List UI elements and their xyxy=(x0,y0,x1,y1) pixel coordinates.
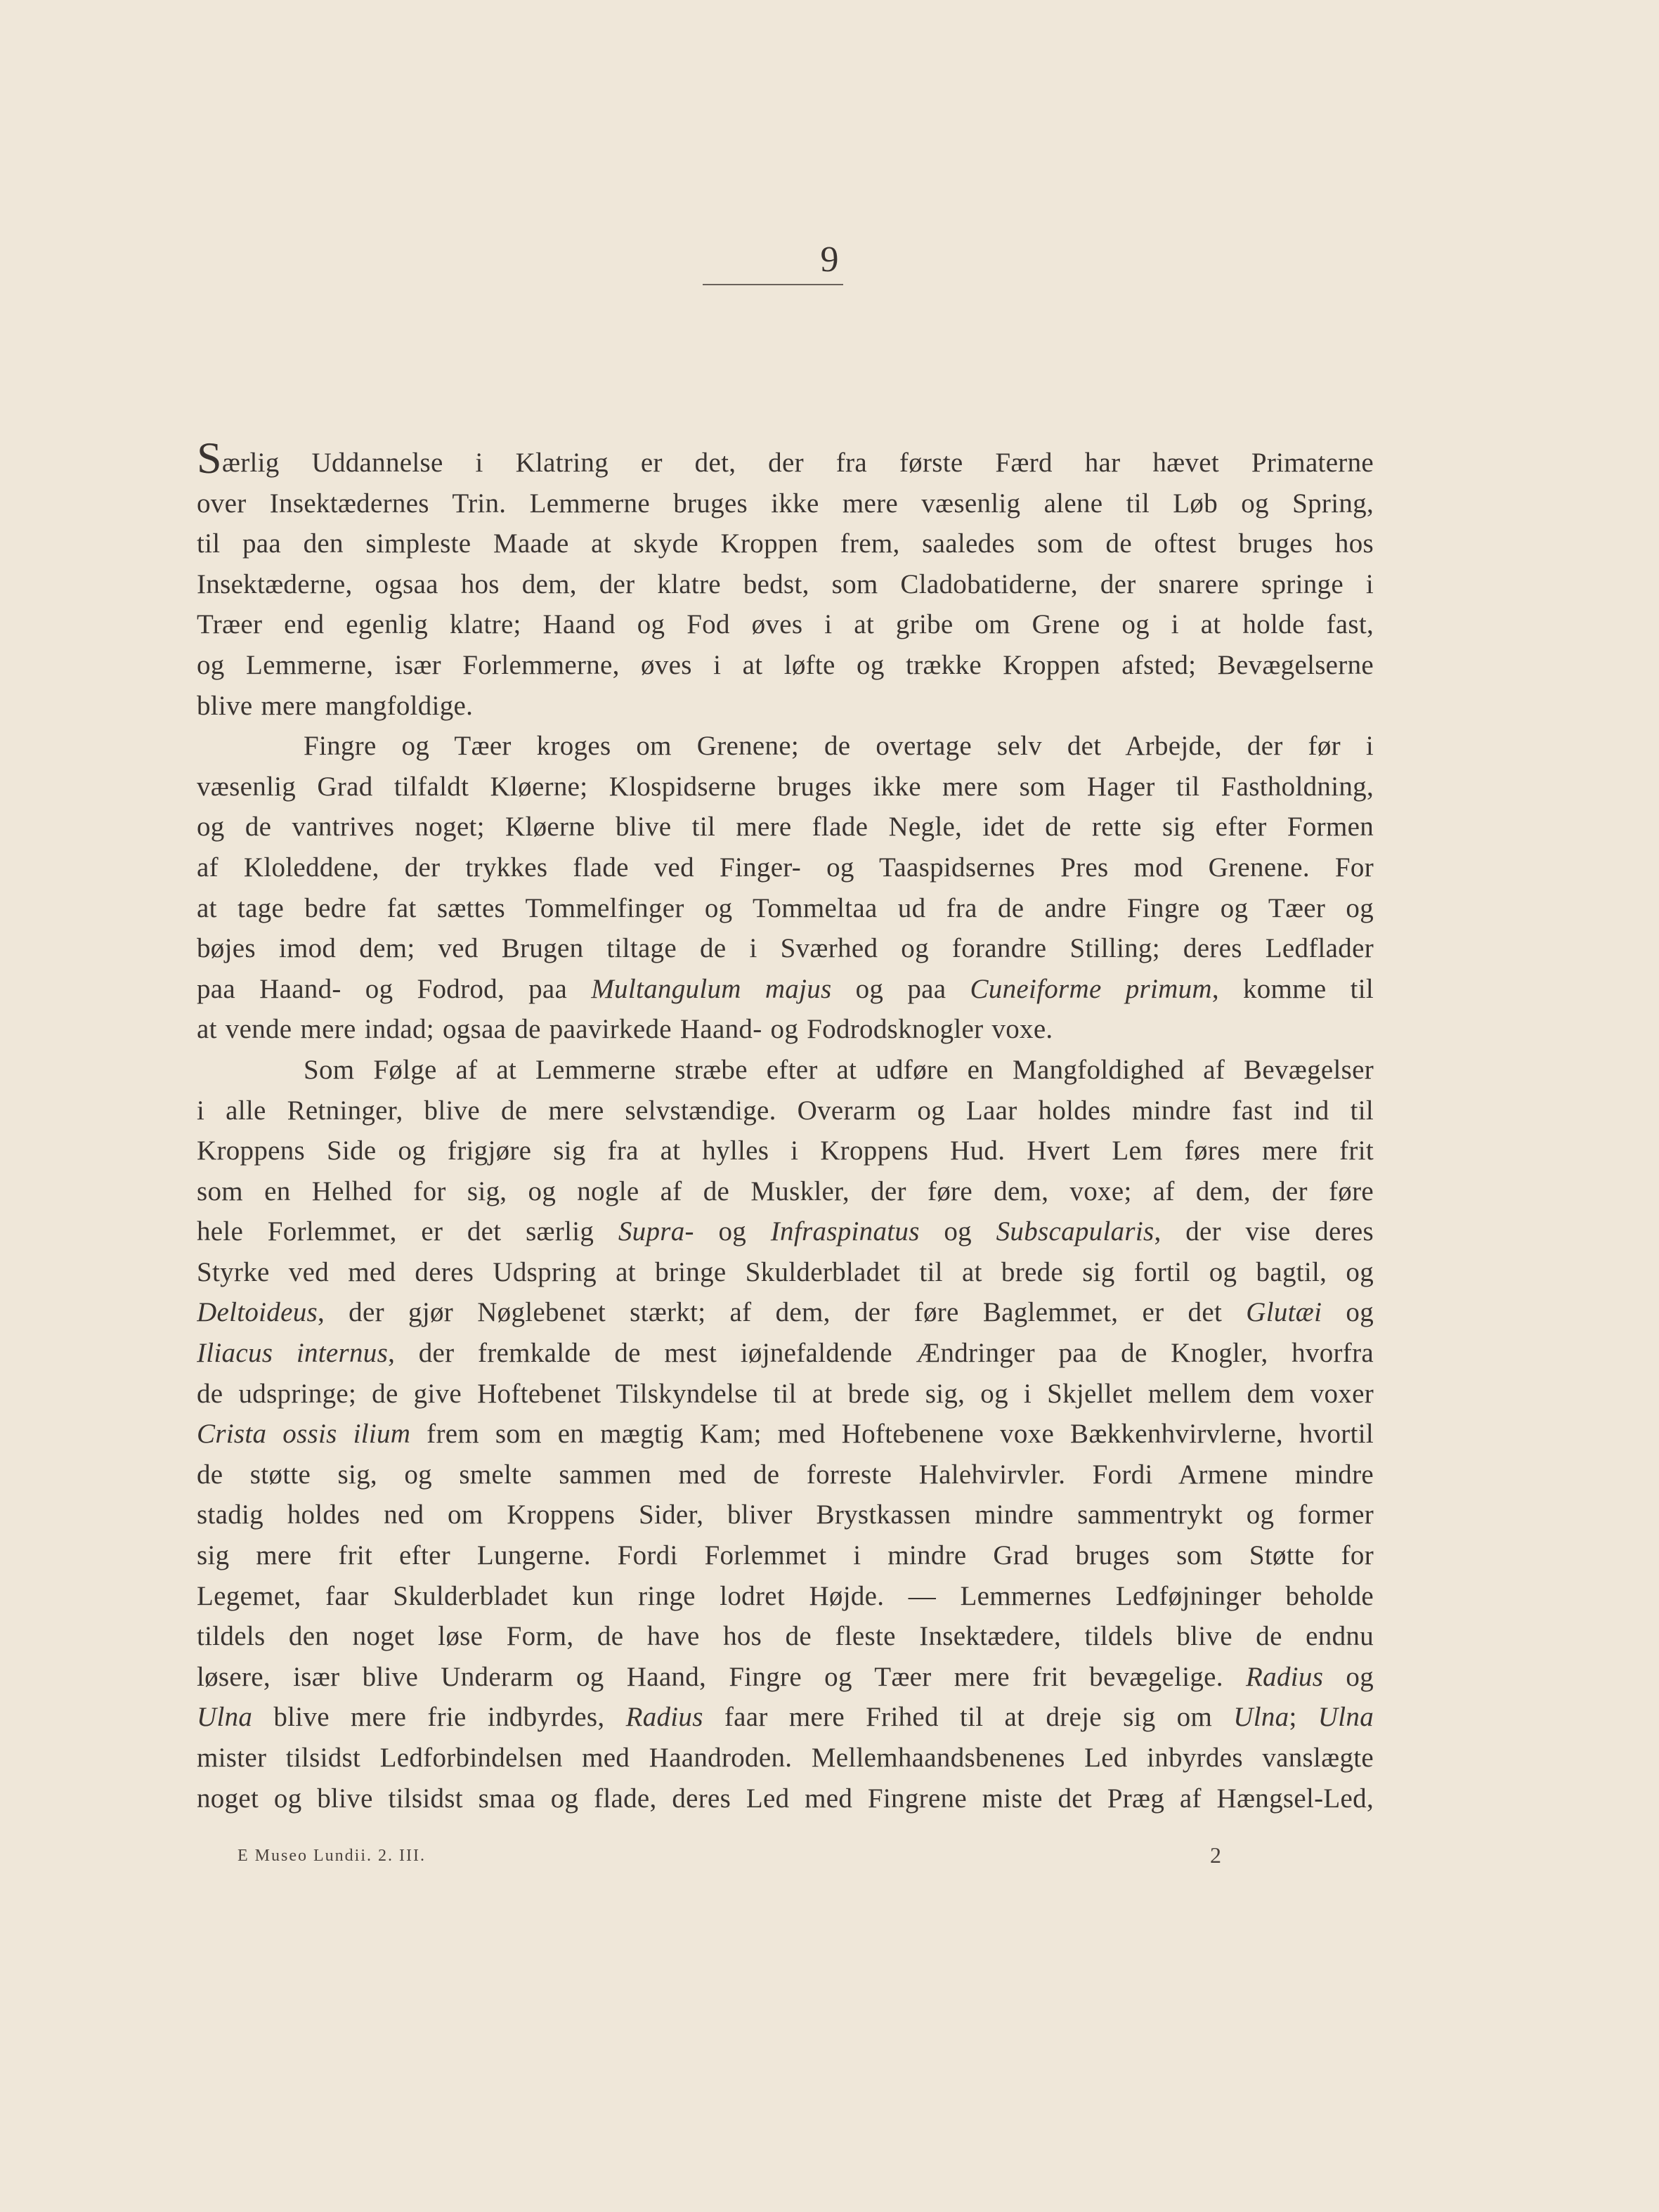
text-line: de støtte sig, og smelte sammen med de forreste Halehvirvler. Fordi Armene mindre xyxy=(197,1459,1374,1490)
text-line: Styrke ved med deres Udspring at bringe Skulderbladet til at brede sig fortil og bagtil, og xyxy=(197,1256,1374,1287)
text-line: hele Forlemmet, er det særlig Supra- og Infraspinatus og Subscapularis, der vise deres xyxy=(197,1216,1374,1247)
text-line: væsenlig Grad tilfaldt Kløerne; Klospidserne bruges ikke mere som Hager til Fastholdning, xyxy=(197,771,1374,802)
text-line: over Insektædernes Trin. Lemmerne bruges ikke mere væsenlig alene til Løb og Spring, xyxy=(197,488,1374,519)
text-line: af Kloleddene, der trykkes flade ved Finger- og Taaspidsernes Pres mod Grenene. For xyxy=(197,852,1374,883)
text-line: som en Helhed for sig, og nogle af de Muskler, der føre dem, voxe; af dem, der føre xyxy=(197,1176,1374,1206)
text-line: og Lemmerne, især Forlemmerne, øves i at løfte og trække Kroppen afsted; Bevægelserne xyxy=(197,649,1374,680)
text-line: tildels den noget løse Form, de have hos de fleste Insektædere, tildels blive de endnu xyxy=(197,1621,1374,1652)
text-line: løsere, især blive Underarm og Haand, Fingre og Tæer mere frit bevægelige. Radius og xyxy=(197,1661,1374,1692)
text-line: at vende mere indad; ogsaa de paavirkede Haand- og Fodrodsknogler voxe. xyxy=(197,1014,1053,1045)
text-line: noget og blive tilsidst smaa og flade, deres Led med Fingrene miste det Præg af Hængsel-Led, xyxy=(197,1783,1374,1814)
text-line: sig mere frit efter Lungerne. Fordi Forlemmet i mindre Grad bruges som Støtte for xyxy=(197,1540,1374,1571)
text-line: Fingre og Tæer kroges om Grenene; de overtage selv det Arbejde, der før i xyxy=(304,731,1374,762)
text-line: Som Følge af at Lemmerne stræbe efter at udføre en Mangfoldighed af Bevægelser xyxy=(304,1054,1374,1085)
text-line: Ulna blive mere frie indbyrdes, Radius faar mere Frihed til at dreje sig om Ulna; Ulna xyxy=(197,1702,1374,1733)
footer-sheet-number: 2 xyxy=(1210,1842,1221,1868)
text-line: at tage bedre fat sættes Tommelfinger og Tommeltaa ud fra de andre Fingre og Tæer og xyxy=(197,892,1374,923)
text-line: stadig holdes ned om Kroppens Sider, bliver Brystkassen mindre sammentrykt og former xyxy=(197,1499,1374,1530)
text-line: Legemet, faar Skulderbladet kun ringe lodret Højde. — Lemmernes Ledføjninger beholde xyxy=(197,1580,1374,1611)
text-line: og de vantrives noget; Kløerne blive til mere flade Negle, idet de rette sig efter Formen xyxy=(197,812,1374,842)
text-line: blive mere mangfoldige. xyxy=(197,690,474,721)
page-number: 9 xyxy=(820,240,839,280)
footer-signature: E Museo Lundii. 2. III. xyxy=(238,1847,426,1865)
text-line: Iliacus internus, der fremkalde de mest iøjnefaldende Ændringer paa de Knogler, hvorfra xyxy=(197,1338,1374,1369)
text-line: Crista ossis ilium frem som en mægtig Kam; med Hoftebenene voxe Bækkenhvirvlerne, hvortil xyxy=(197,1419,1374,1450)
text-line: Træer end egenlig klatre; Haand og Fod øves i at gribe om Grene og i at holde fast, xyxy=(197,609,1374,640)
text-line: til paa den simpleste Maade at skyde Kroppen frem, saaledes som de oftest bruges hos xyxy=(197,528,1374,559)
text-line: bøjes imod dem; ved Brugen tiltage de i Sværhed og forandre Stilling; deres Ledflader xyxy=(197,933,1374,964)
page-number-rule xyxy=(703,284,843,285)
text-line: Særlig Uddannelse i Klatring er det, der fra første Færd har hævet Primaterne xyxy=(197,443,1374,483)
text-line: Insektæderne, ogsaa hos dem, der klatre bedst, som Cladobatiderne, der snarere springe i xyxy=(197,568,1374,599)
text-line: i alle Retninger, blive de mere selvstændige. Overarm og Laar holdes mindre fast ind til xyxy=(197,1095,1374,1126)
text-line: mister tilsidst Ledforbindelsen med Haandroden. Mellemhaandsbenenes Led inbyrdes vanslægte xyxy=(197,1743,1374,1773)
text-line: de udspringe; de give Hoftebenet Tilskyndelse til at brede sig, og i Skjellet mellem dem voxer xyxy=(197,1378,1374,1409)
text-line: paa Haand- og Fodrod, paa Multangulum majus og paa Cuneiforme primum, komme til xyxy=(197,973,1374,1004)
text-line: Deltoideus, der gjør Nøglebenet stærkt; af dem, der føre Baglemmet, er det Glutæi og xyxy=(197,1297,1374,1328)
text-line: Kroppens Side og frigjøre sig fra at hylles i Kroppens Hud. Hvert Lem føres mere frit xyxy=(197,1136,1374,1166)
body-text xyxy=(197,443,1374,1819)
